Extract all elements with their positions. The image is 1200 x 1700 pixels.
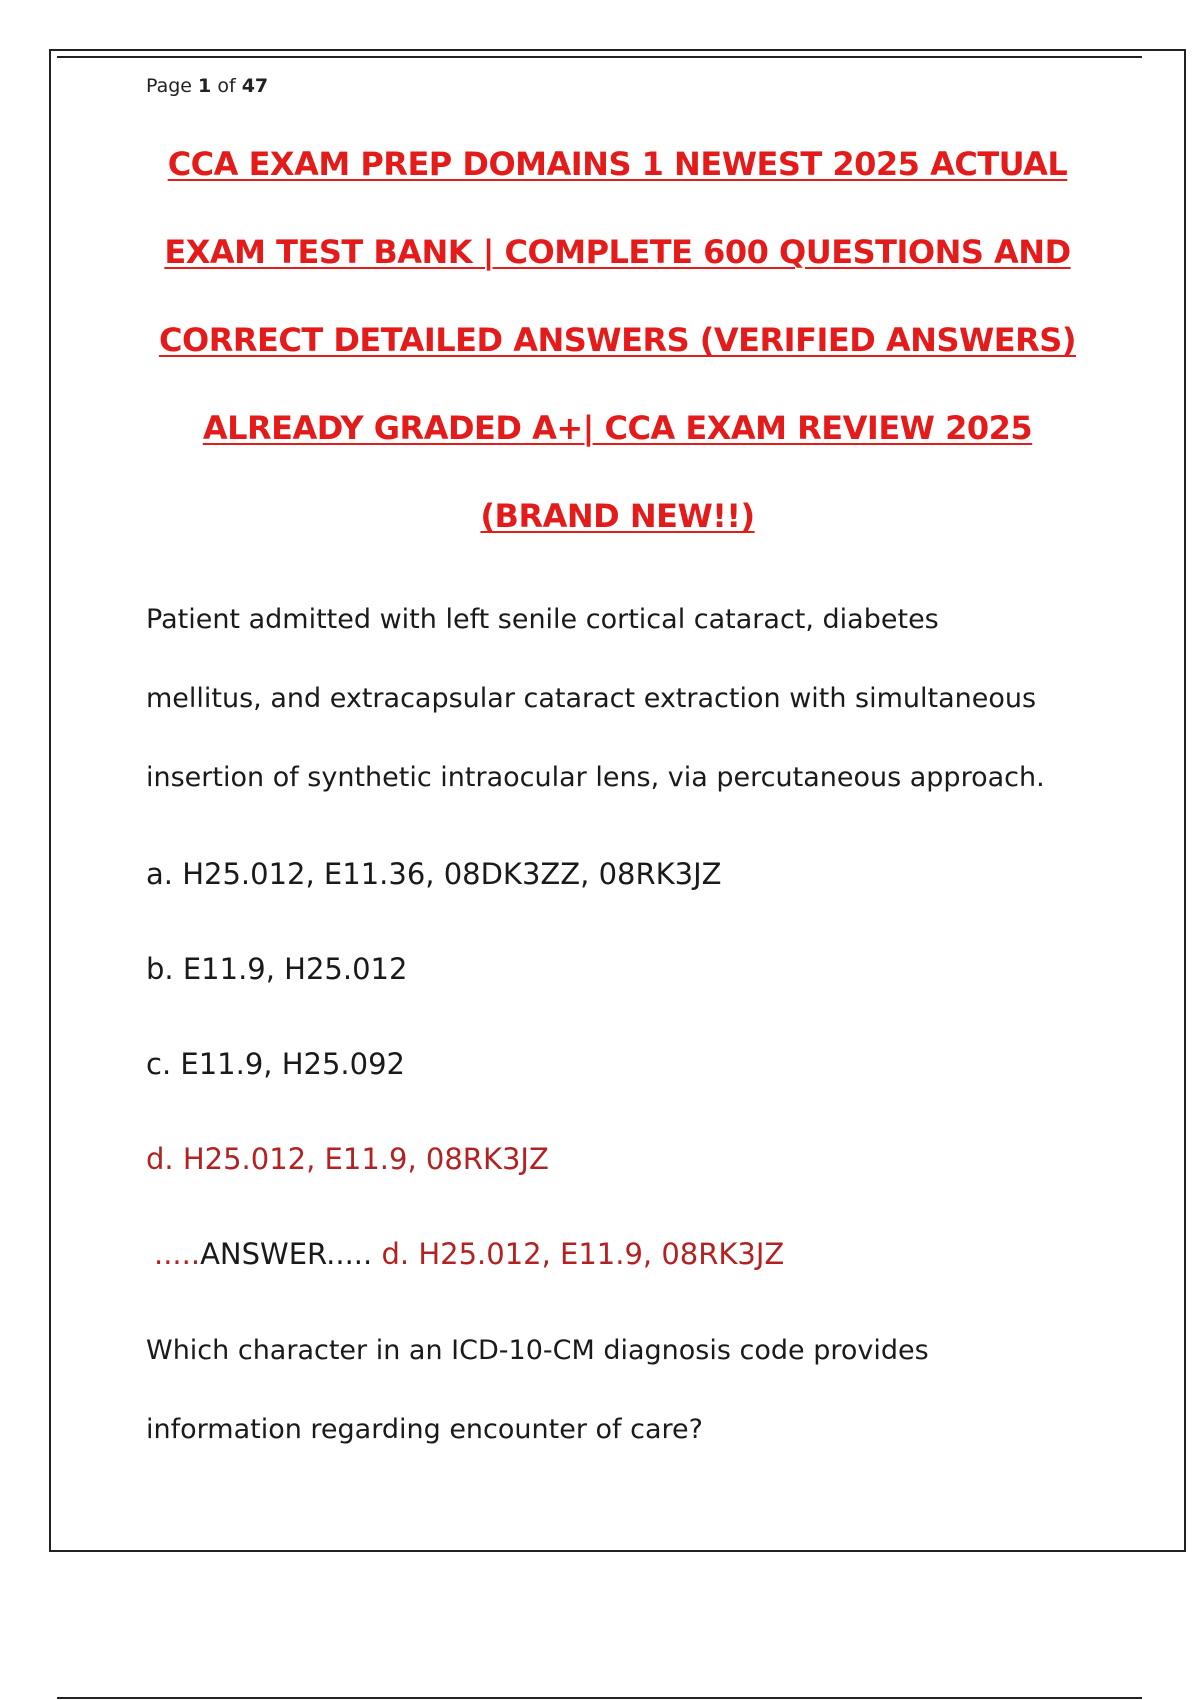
document-title-line-5: (BRAND NEW!!) — [480, 497, 755, 535]
question-1-option-a: a. H25.012, E11.36, 08DK3ZZ, 08RK3JZ — [146, 857, 722, 891]
question-2-text-line-2: information regarding encounter of care? — [146, 1414, 703, 1445]
page-number-total: 47 — [241, 75, 269, 97]
page-number-current: 1 — [198, 75, 212, 97]
page-number-of: of — [217, 75, 236, 97]
header-rule — [57, 56, 1142, 58]
question-1-text-line-2: mellitus, and extracapsular cataract extraction with simultaneous — [146, 683, 1037, 714]
page-number-label: Page — [146, 75, 192, 97]
answer-prefix-dots: ..... — [154, 1237, 201, 1271]
question-1-answer — [154, 1237, 784, 1271]
page-number — [146, 75, 268, 97]
answer-label: ANSWER..... — [200, 1237, 373, 1271]
question-1-option-b: b. E11.9, H25.012 — [146, 952, 408, 986]
document-title-line-2: EXAM TEST BANK | COMPLETE 600 QUESTIONS AND — [164, 233, 1071, 271]
question-1-option-c: c. E11.9, H25.092 — [146, 1047, 405, 1081]
document-title-line-3: CORRECT DETAILED ANSWERS (VERIFIED ANSWERS) — [159, 321, 1076, 359]
page-frame — [49, 49, 1186, 1552]
question-1-text-line-1: Patient admitted with left senile cortical cataract, diabetes — [146, 604, 939, 635]
question-2-text-line-1: Which character in an ICD-10-CM diagnosis code provides — [146, 1335, 929, 1366]
document-title-line-1: CCA EXAM PREP DOMAINS 1 NEWEST 2025 ACTUAL — [167, 145, 1068, 183]
question-1-text-line-3: insertion of synthetic intraocular lens, via percutaneous approach. — [146, 762, 1045, 793]
question-1-option-d: d. H25.012, E11.9, 08RK3JZ — [146, 1142, 549, 1176]
document-title-line-4: ALREADY GRADED A+| CCA EXAM REVIEW 2025 — [202, 409, 1033, 447]
answer-value: d. H25.012, E11.9, 08RK3JZ — [381, 1237, 785, 1271]
footer-rule — [57, 1697, 1142, 1699]
